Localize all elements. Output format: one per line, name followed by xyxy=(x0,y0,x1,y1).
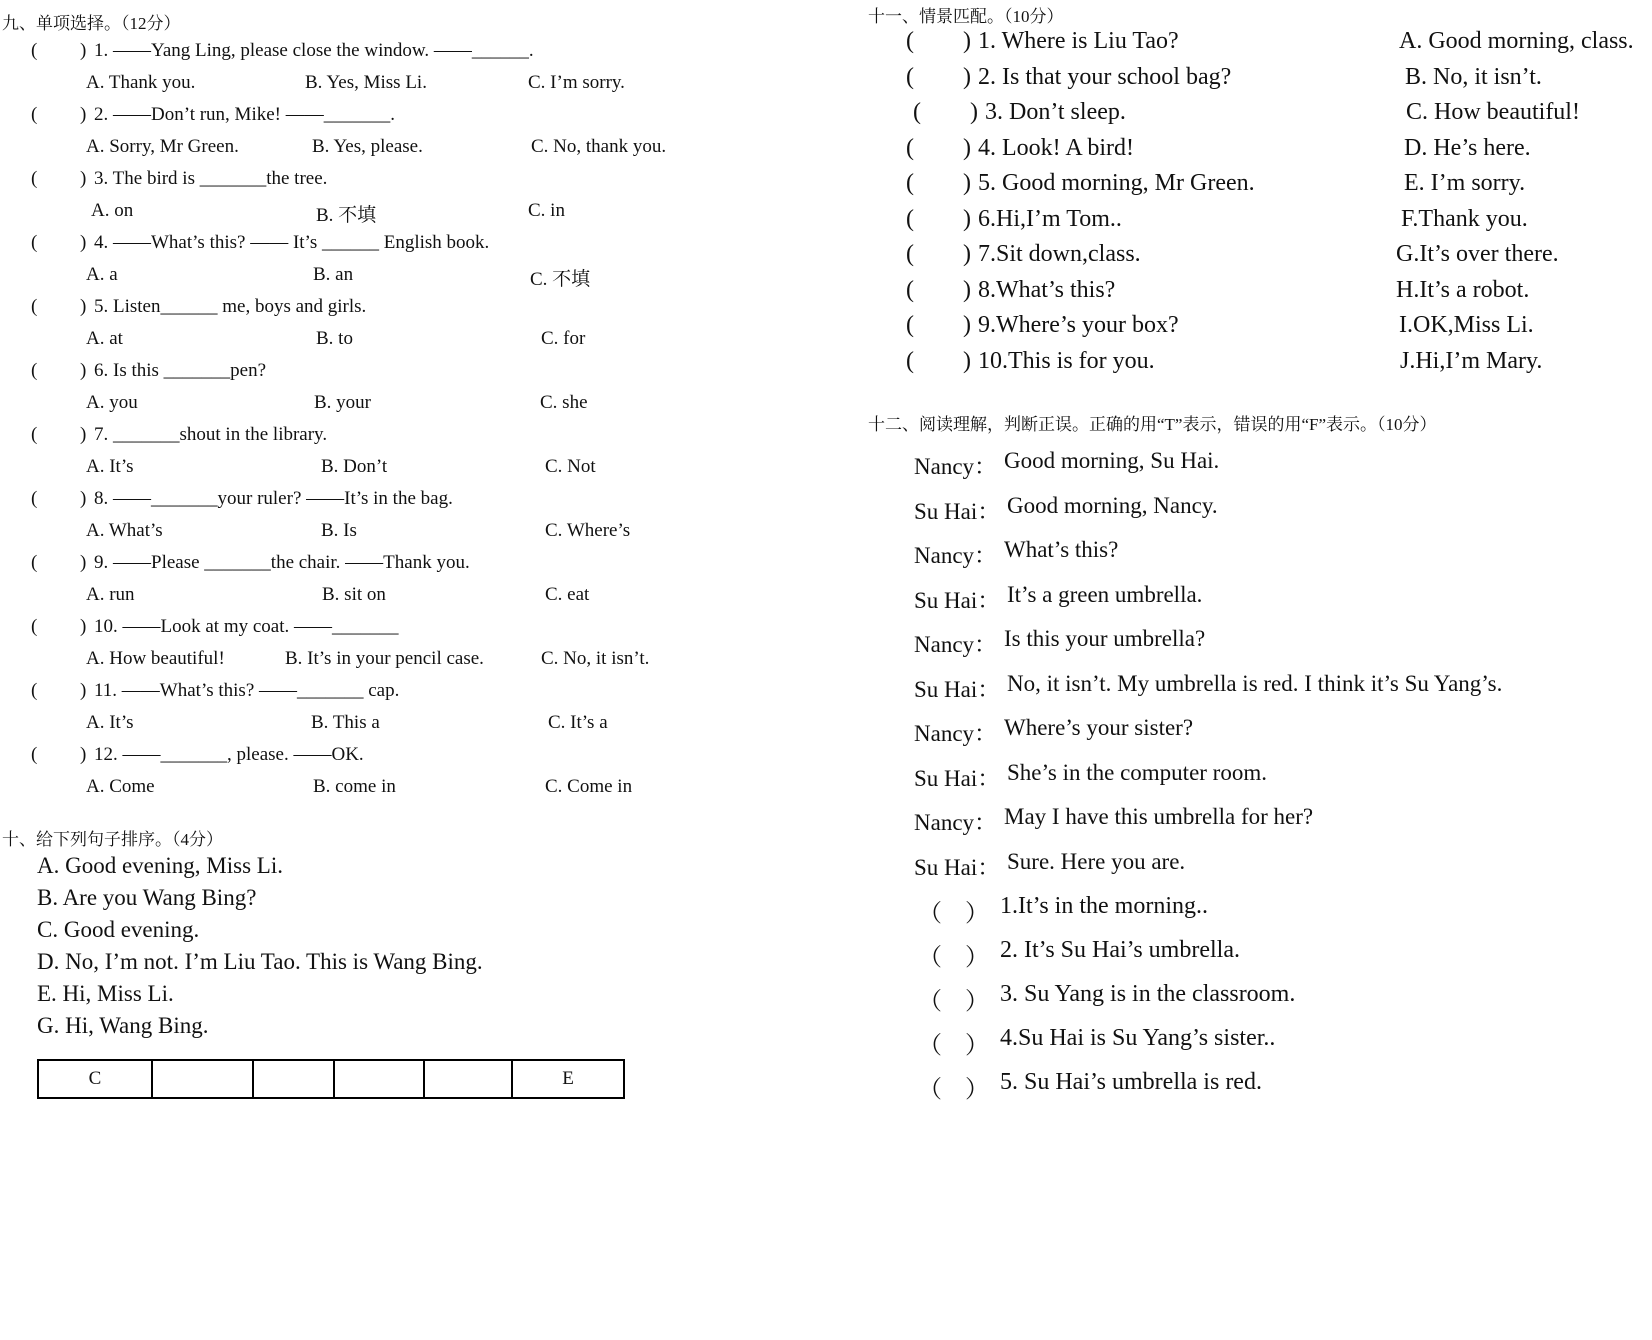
dialogue-line: Good morning, Su Hai. xyxy=(1004,448,1220,473)
answer-bracket-close: ) xyxy=(963,28,971,54)
dialogue-line: Is this your umbrella? xyxy=(1004,626,1206,651)
option-b: B. Don’t xyxy=(321,456,388,477)
order-cell[interactable] xyxy=(253,1060,334,1098)
question-stem: 11. ——What’s this? ——_______ cap. xyxy=(94,680,400,701)
option-b: B. Yes, Miss Li. xyxy=(305,72,427,93)
order-cell[interactable] xyxy=(152,1060,253,1098)
option-a: A. Come xyxy=(86,776,155,797)
match-answer: C. How beautiful! xyxy=(1406,99,1580,125)
answer-bracket-open[interactable]: ( xyxy=(906,312,914,338)
order-cell[interactable] xyxy=(334,1060,424,1098)
option-b: B. It’s in your pencil case. xyxy=(285,648,484,669)
match-answer: J.Hi,I’m Mary. xyxy=(1400,347,1543,374)
dialogue-line: No, it isn’t. My umbrella is red. I think it’s Su Yang’s. xyxy=(1007,670,1503,696)
dialogue-speaker: Su Hai： xyxy=(914,498,1001,524)
question-stem: 7. _______shout in the library. xyxy=(94,424,328,445)
answer-bracket-close: ) xyxy=(963,276,971,303)
order-cell[interactable] xyxy=(424,1060,512,1098)
dialogue-line: What’s this? xyxy=(1004,537,1119,562)
question-stem: 8. ——_______your ruler? ——It’s in the bag. xyxy=(94,488,453,509)
answer-bracket-open[interactable]: ( xyxy=(31,232,38,253)
section-9-title: 九、单项选择。（12分） xyxy=(2,14,181,33)
option-a: A. you xyxy=(86,392,138,413)
answer-bracket-open[interactable]: ( xyxy=(906,134,914,161)
answer-bracket-close: ) xyxy=(80,232,87,253)
option-c: C. she xyxy=(540,392,588,413)
option-c: C. I’m sorry. xyxy=(528,72,625,93)
answer-bracket-open[interactable]: ( xyxy=(31,488,38,509)
answer-bracket-open[interactable]: （ xyxy=(918,1077,942,1103)
option-c: C. It’s a xyxy=(548,712,608,733)
answer-bracket-open[interactable]: （ xyxy=(918,901,942,927)
answer-bracket-open[interactable]: ( xyxy=(906,205,914,232)
option-b: B. Is xyxy=(321,520,357,541)
sentence-item: G. Hi, Wang Bing. xyxy=(37,1013,209,1038)
option-b: B. 不填 xyxy=(316,205,377,226)
option-a: A. What’s xyxy=(86,520,163,541)
dialogue-speaker: Su Hai： xyxy=(914,854,1001,880)
answer-bracket-close: ) xyxy=(970,99,978,125)
match-answer: D. He’s here. xyxy=(1404,134,1531,161)
dialogue-speaker: Nancy： xyxy=(914,543,998,568)
answer-bracket-close: ) xyxy=(963,134,971,161)
sentence-item: B. Are you Wang Bing? xyxy=(37,885,257,910)
question-stem: 10. ——Look at my coat. ——_______ xyxy=(94,616,399,637)
answer-bracket-open[interactable]: ( xyxy=(31,168,38,189)
answer-bracket-close: ) xyxy=(80,744,87,765)
order-cell[interactable]: C xyxy=(38,1060,152,1098)
match-question: 6.Hi,I’m Tom.. xyxy=(978,205,1122,232)
dialogue-line: Good morning, Nancy. xyxy=(1007,492,1218,518)
answer-bracket-open[interactable]: ( xyxy=(906,28,914,54)
option-a: A. It’s xyxy=(86,712,134,733)
match-answer: B. No, it isn’t. xyxy=(1405,63,1542,90)
option-c: C. in xyxy=(528,200,565,221)
order-answer-table xyxy=(37,1059,625,1099)
judgement-statement: 3. Su Yang is in the classroom. xyxy=(1000,981,1296,1007)
answer-bracket-open[interactable]: （ xyxy=(918,989,942,1015)
sentence-item: D. No, I’m not. I’m Liu Tao. This is Wang Bing. xyxy=(37,949,483,974)
dialogue-speaker: Su Hai： xyxy=(914,765,1001,791)
answer-bracket-open[interactable]: ( xyxy=(906,63,914,90)
option-c: C. eat xyxy=(545,584,590,605)
answer-bracket-open[interactable]: ( xyxy=(31,40,38,61)
match-question: 9.Where’s your box? xyxy=(978,312,1179,338)
match-answer: A. Good morning, class. xyxy=(1399,28,1634,54)
match-answer: H.It’s a robot. xyxy=(1396,276,1530,303)
option-c: C. Not xyxy=(545,456,596,477)
option-a: A. a xyxy=(86,264,118,285)
option-b: B. your xyxy=(314,392,371,413)
match-question: 8.What’s this? xyxy=(978,276,1116,303)
match-answer: F.Thank you. xyxy=(1401,205,1528,232)
answer-bracket-open[interactable]: ( xyxy=(913,99,921,125)
match-answer: E. I’m sorry. xyxy=(1404,170,1526,196)
question-stem: 1. ——Yang Ling, please close the window. ——______. xyxy=(94,40,534,61)
judgement-statement: 1.It’s in the morning.. xyxy=(1000,893,1208,919)
answer-bracket-open[interactable]: ( xyxy=(31,296,38,317)
answer-bracket-open[interactable]: ( xyxy=(31,104,38,125)
section-11-title: 十一、情景匹配。（10分） xyxy=(868,7,1064,26)
question-stem: 6. Is this _______pen? xyxy=(94,360,267,381)
option-a: A. How beautiful! xyxy=(86,648,225,669)
question-stem: 4. ——What’s this? —— It’s ______ English book. xyxy=(94,232,490,253)
judgement-statement: 5. Su Hai’s umbrella is red. xyxy=(1000,1069,1262,1095)
answer-bracket-open[interactable]: ( xyxy=(31,424,38,445)
match-question: 5. Good morning, Mr Green. xyxy=(978,170,1255,196)
answer-bracket-close: ) xyxy=(963,170,971,196)
option-a: A. on xyxy=(91,200,134,221)
option-b: B. to xyxy=(316,328,353,349)
option-c: C. 不填 xyxy=(530,269,591,290)
option-b: B. an xyxy=(313,264,354,285)
answer-bracket-open[interactable]: ( xyxy=(31,616,38,637)
judgement-statement: 4.Su Hai is Su Yang’s sister.. xyxy=(1000,1025,1276,1051)
sentence-item: A. Good evening, Miss Li. xyxy=(37,853,283,878)
dialogue-line: It’s a green umbrella. xyxy=(1007,581,1203,607)
answer-bracket-close: ) xyxy=(963,347,971,374)
sentence-item: E. Hi, Miss Li. xyxy=(37,981,174,1006)
sentence-item: C. Good evening. xyxy=(37,917,200,942)
question-stem: 2. ——Don’t run, Mike! ——_______. xyxy=(94,104,395,125)
option-a: A. at xyxy=(86,328,123,349)
answer-bracket-close: ) xyxy=(80,360,87,381)
answer-bracket-open[interactable]: ( xyxy=(906,276,914,303)
answer-bracket-open[interactable]: ( xyxy=(906,241,914,267)
option-c: C. Where’s xyxy=(545,520,631,541)
option-c: C. No, thank you. xyxy=(531,136,667,157)
dialogue-line: She’s in the computer room. xyxy=(1007,759,1267,785)
answer-bracket-close: ） xyxy=(965,945,989,971)
answer-bracket-open[interactable]: （ xyxy=(918,945,942,971)
answer-bracket-open[interactable]: ( xyxy=(31,360,38,381)
option-a: A. run xyxy=(86,584,135,605)
option-b: B. This a xyxy=(311,712,380,733)
question-stem: 9. ——Please _______the chair. ——Thank you. xyxy=(94,552,470,573)
option-a: A. Thank you. xyxy=(86,72,196,93)
option-a: A. It’s xyxy=(86,456,134,477)
order-cell[interactable]: E xyxy=(512,1060,624,1098)
option-c: C. Come in xyxy=(545,776,633,797)
dialogue-speaker: Nancy： xyxy=(914,454,998,479)
match-question: 3. Don’t sleep. xyxy=(985,99,1126,125)
match-question: 2. Is that your school bag? xyxy=(978,63,1232,90)
answer-bracket-close: ) xyxy=(963,241,971,267)
answer-bracket-close: ） xyxy=(965,901,989,927)
match-question: 4. Look! A bird! xyxy=(978,134,1134,161)
answer-bracket-close: ) xyxy=(80,424,87,445)
option-b: B. come in xyxy=(313,776,396,797)
match-answer: G.It’s over there. xyxy=(1396,241,1559,267)
match-answer: I.OK,Miss Li. xyxy=(1399,312,1534,338)
section-12-title: 十二、阅读理解，判断正误。正确的用“T”表示，错误的用“F”表示。（10分） xyxy=(868,415,1437,434)
judgement-statement: 2. It’s Su Hai’s umbrella. xyxy=(1000,937,1240,963)
answer-bracket-open[interactable]: ( xyxy=(31,680,38,701)
question-stem: 12. ——_______, please. ——OK. xyxy=(94,744,364,765)
question-stem: 5. Listen______ me, boys and girls. xyxy=(94,296,367,317)
answer-bracket-close: ) xyxy=(80,680,87,701)
option-b: B. Yes, please. xyxy=(312,136,423,157)
dialogue-line: Sure. Here you are. xyxy=(1007,848,1186,874)
question-stem: 3. The bird is _______the tree. xyxy=(94,168,328,189)
answer-bracket-close: ) xyxy=(80,40,87,61)
answer-bracket-close: ） xyxy=(965,1033,989,1059)
option-b: B. sit on xyxy=(322,584,386,605)
answer-bracket-close: ) xyxy=(80,296,87,317)
section-10-title: 十、给下列句子排序。（4分） xyxy=(2,830,223,849)
dialogue-speaker: Nancy： xyxy=(914,810,998,835)
option-a: A. Sorry, Mr Green. xyxy=(86,136,239,157)
answer-bracket-open[interactable]: ( xyxy=(31,744,38,765)
answer-bracket-open[interactable]: ( xyxy=(31,552,38,573)
answer-bracket-close: ) xyxy=(80,488,87,509)
match-question: 1. Where is Liu Tao? xyxy=(978,28,1179,54)
dialogue-speaker: Su Hai： xyxy=(914,676,1001,702)
option-c: C. No, it isn’t. xyxy=(541,648,650,669)
answer-bracket-open[interactable]: ( xyxy=(906,347,914,374)
answer-bracket-close: ) xyxy=(80,104,87,125)
answer-bracket-close: ) xyxy=(80,616,87,637)
answer-bracket-open[interactable]: （ xyxy=(918,1033,942,1059)
answer-bracket-open[interactable]: ( xyxy=(906,170,914,196)
dialogue-line: Where’s your sister? xyxy=(1004,715,1194,740)
answer-bracket-close: ) xyxy=(80,552,87,573)
dialogue-speaker: Nancy： xyxy=(914,632,998,657)
answer-bracket-close: ) xyxy=(963,312,971,338)
answer-bracket-close: ） xyxy=(965,989,989,1015)
answer-bracket-close: ） xyxy=(965,1077,989,1103)
match-question: 7.Sit down,class. xyxy=(978,241,1141,267)
dialogue-line: May I have this umbrella for her? xyxy=(1004,804,1314,829)
dialogue-speaker: Nancy： xyxy=(914,721,998,746)
match-question: 10.This is for you. xyxy=(978,347,1155,374)
answer-bracket-close: ) xyxy=(963,63,971,90)
dialogue-speaker: Su Hai： xyxy=(914,587,1001,613)
option-c: C. for xyxy=(541,328,586,349)
answer-bracket-close: ) xyxy=(80,168,87,189)
answer-bracket-close: ) xyxy=(963,205,971,232)
